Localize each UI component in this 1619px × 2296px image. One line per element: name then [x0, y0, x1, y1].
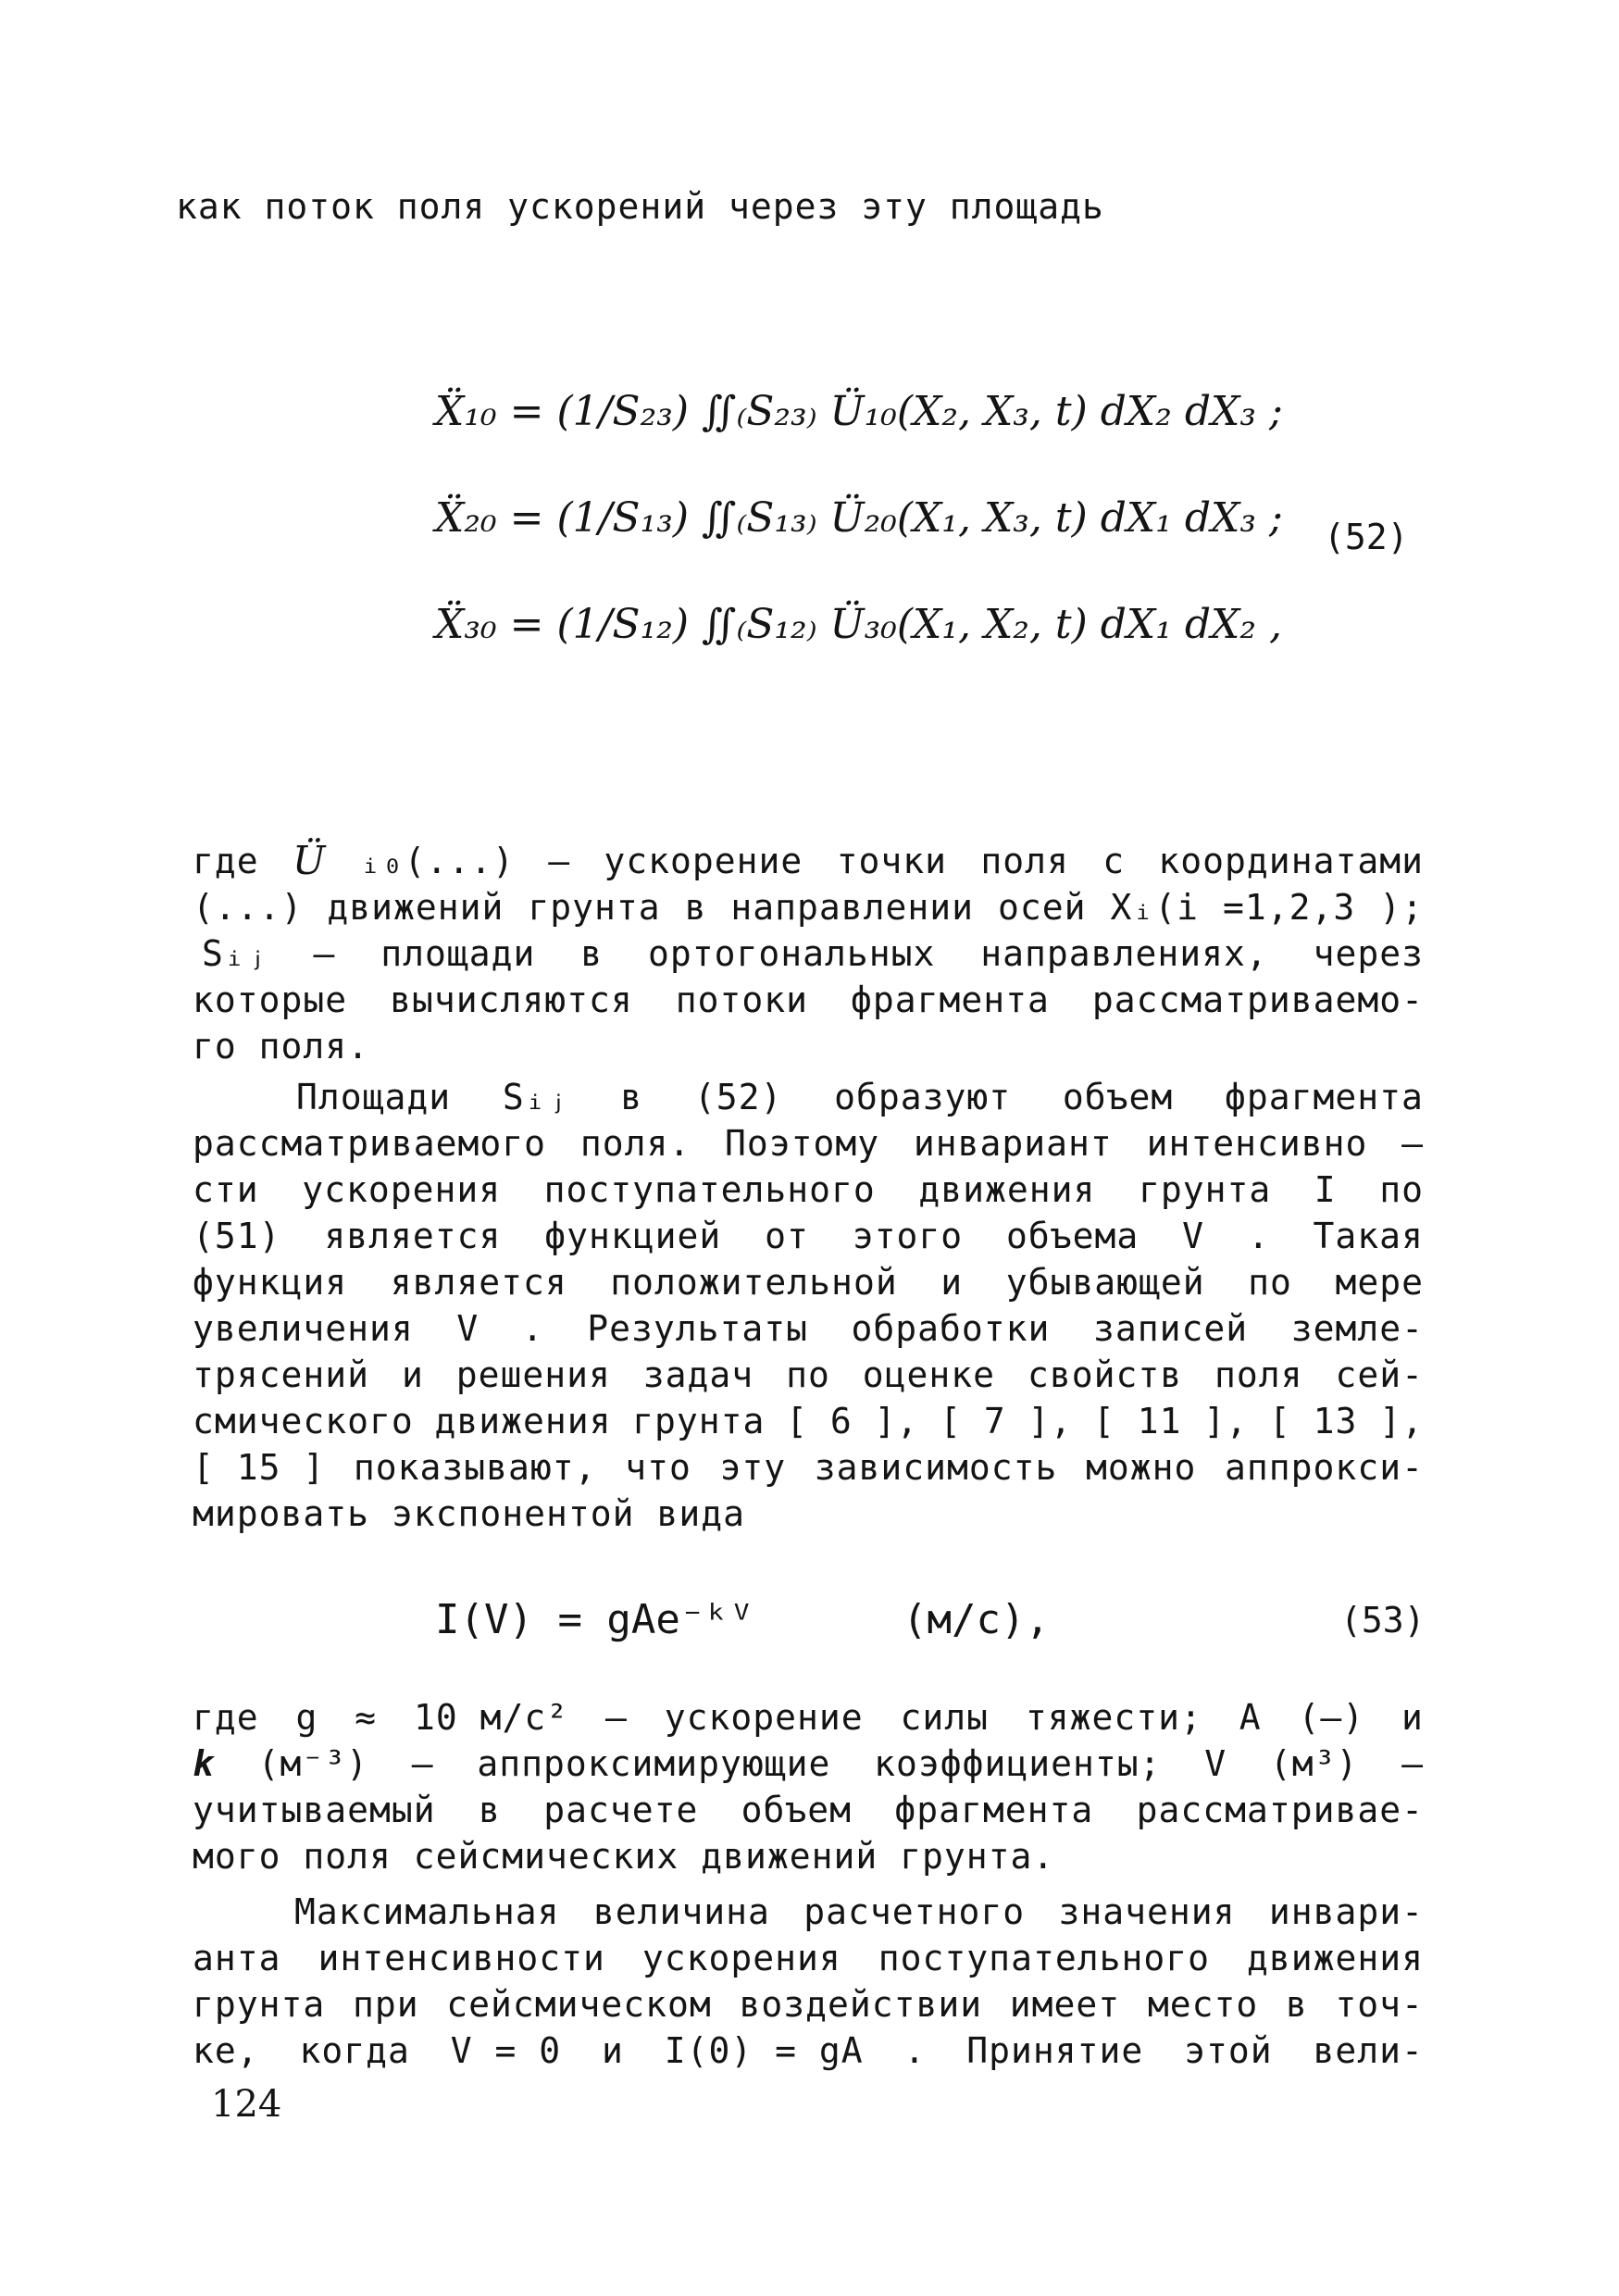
para2-line-9 — [193, 1444, 1424, 1491]
word: ускорение — [664, 1697, 864, 1738]
para4-line-3 — [193, 1981, 1424, 2028]
equation-53-tag: (53) — [1340, 1600, 1426, 1641]
word: – — [313, 933, 336, 974]
word: движения — [1246, 1938, 1424, 1978]
word: в — [478, 1790, 501, 1830]
word: ускорение — [604, 841, 803, 881]
word: через — [1313, 933, 1424, 974]
para2-line-5 — [193, 1259, 1424, 1305]
word: направлении — [730, 887, 975, 928]
word: в — [620, 1077, 643, 1117]
word: вычисляются — [390, 980, 633, 1020]
word: эту — [719, 1447, 787, 1488]
word: . — [521, 1308, 544, 1349]
word: движений — [327, 887, 504, 928]
word: – — [605, 1697, 628, 1738]
word: сей- — [1335, 1354, 1424, 1395]
word: координатами — [1158, 841, 1424, 881]
word: и — [401, 1354, 424, 1395]
word: сейсмическом — [446, 1984, 712, 2025]
word: и — [940, 1262, 964, 1303]
word: при — [352, 1984, 419, 2025]
word: значения — [1058, 1891, 1236, 1932]
word: зависимость — [814, 1447, 1058, 1488]
word: V — [1182, 1216, 1204, 1256]
word: точки — [836, 841, 948, 881]
word: аппроксимирующие — [477, 1743, 831, 1784]
word: этой — [1184, 2030, 1273, 2071]
word: – — [1401, 1743, 1424, 1784]
word: движения — [434, 1401, 612, 1441]
word: грунта — [193, 1984, 326, 2025]
word: интенсивности — [318, 1938, 605, 1978]
word: по — [1248, 1262, 1292, 1303]
word: вели- — [1313, 2030, 1424, 2071]
word: где — [193, 1697, 259, 1738]
word: – — [1401, 1123, 1424, 1164]
word: фрагмента — [1225, 1077, 1424, 1117]
word: (–) — [1298, 1697, 1365, 1738]
word: является — [390, 1262, 567, 1303]
word: расчетного — [803, 1891, 1026, 1932]
word: в — [1285, 1984, 1308, 2025]
para2-line-8 — [193, 1398, 1424, 1444]
citation: [ 6 ], — [786, 1401, 919, 1441]
para2-line-2 — [193, 1120, 1424, 1167]
word: Максимальная — [294, 1891, 560, 1932]
word: смического — [193, 1401, 414, 1441]
para1-line-5: го поля. — [193, 1026, 370, 1067]
word: Принятие — [966, 2030, 1144, 2071]
word: по — [1379, 1169, 1424, 1210]
word: функция — [193, 1262, 348, 1303]
para4-line-4 — [193, 2028, 1424, 2074]
word: расчете — [543, 1790, 699, 1830]
word: поля. — [579, 1123, 691, 1164]
word: когда — [299, 2030, 410, 2071]
word: (51) — [193, 1216, 281, 1256]
intro-line: как поток поля ускорений через эту площадь — [176, 186, 1104, 227]
word: является — [324, 1216, 502, 1256]
word: осей — [998, 887, 1087, 928]
word: Sᵢⱼ — [502, 1077, 569, 1117]
word: объем — [741, 1790, 853, 1830]
word: интенсивно — [1146, 1123, 1368, 1164]
word: I(0) = gA — [664, 2030, 864, 2071]
word: что — [625, 1447, 691, 1488]
word: ускорения — [302, 1169, 502, 1210]
word: поступательного — [878, 1938, 1210, 1978]
word: V = 0 — [450, 2030, 562, 2071]
equation-52-block — [435, 366, 1283, 699]
para2-line-10: мировать экспонентой вида — [193, 1493, 745, 1534]
word: ); — [1379, 887, 1424, 928]
word: фрагмента — [850, 980, 1050, 1020]
word: поля — [1214, 1354, 1303, 1395]
word: задач — [642, 1354, 754, 1395]
word: увеличения — [193, 1308, 414, 1349]
word: . — [903, 2030, 927, 2071]
citation: [ 13 ], — [1268, 1401, 1424, 1441]
word: I — [1314, 1169, 1337, 1210]
word: аппрокси- — [1225, 1447, 1424, 1488]
word: рассматривае- — [1136, 1790, 1424, 1830]
word: инвариант — [913, 1123, 1113, 1164]
para3-line-2 — [193, 1741, 1424, 1787]
word: k — [193, 1743, 215, 1784]
word: площади — [380, 933, 536, 974]
word: тяжести; — [1025, 1697, 1202, 1738]
word: поля — [980, 841, 1069, 881]
word: ускорения — [641, 1938, 841, 1978]
para1-line-1 — [193, 838, 1424, 884]
word: поступательного — [543, 1169, 876, 1210]
word: по — [786, 1354, 830, 1395]
word: ≈ — [355, 1697, 378, 1738]
word: от — [765, 1216, 809, 1256]
word: воздействии — [739, 1984, 983, 2025]
word: Площади — [296, 1077, 452, 1117]
word: ке, — [193, 2030, 259, 2071]
word: и — [1401, 1697, 1424, 1738]
equation-52-line-3: Ẍ₃₀ = (1/S₁₂) ∬₍S₁₂₎ Ü₃₀(X₁, X₂, t) dX₁ dX₂ , — [435, 601, 1282, 648]
word: грунта — [528, 887, 661, 928]
word: =1,2,3 — [1222, 887, 1356, 928]
equation-52-tag: (52) — [1324, 517, 1409, 557]
para3-line-4: мого поля сейсмических движений грунта. — [193, 1836, 1055, 1877]
word: функцией — [544, 1216, 722, 1256]
word: силы — [900, 1697, 990, 1738]
word: обработки — [851, 1308, 1051, 1349]
word: инвари- — [1268, 1891, 1424, 1932]
word: земле- — [1290, 1308, 1424, 1349]
word: в — [580, 933, 604, 974]
word: A — [1239, 1697, 1262, 1738]
word: ортогональных — [648, 933, 936, 974]
word: величина — [592, 1891, 770, 1932]
word: . — [1247, 1216, 1270, 1256]
word: V — [1204, 1743, 1227, 1784]
word: 10 м/с² — [414, 1697, 569, 1738]
word: положительной — [610, 1262, 898, 1303]
word: убывающей — [1005, 1262, 1205, 1303]
word: грунта — [632, 1401, 766, 1441]
word: учитываемый — [193, 1790, 436, 1830]
para2-line-3 — [193, 1167, 1424, 1213]
citation: [ 7 ], — [940, 1401, 1073, 1441]
word: (м⁻³) — [257, 1743, 368, 1784]
word: которые — [193, 980, 348, 1020]
para2-line-1 — [296, 1074, 1424, 1120]
word: анта — [193, 1938, 281, 1978]
word: рассматриваемого — [193, 1123, 547, 1164]
word: Sᵢⱼ — [202, 933, 268, 974]
word: – — [411, 1743, 434, 1784]
word: точ- — [1335, 1984, 1424, 2025]
word: Ü — [292, 838, 327, 883]
word: g — [295, 1697, 318, 1738]
word: ᵢ₀(...) — [359, 841, 515, 881]
word: движения — [918, 1169, 1096, 1210]
word: этого — [852, 1216, 964, 1256]
equation-52-line-2: Ẍ₂₀ = (1/S₁₃) ∬₍S₁₃₎ Ü₂₀(X₁, X₃, t) dX₁ dX₃ ; — [435, 494, 1283, 542]
para2-line-6 — [193, 1305, 1424, 1352]
word: где — [193, 841, 259, 881]
citation: [ 11 ], — [1093, 1401, 1249, 1441]
word: Результаты — [587, 1308, 808, 1349]
word: показывают, — [353, 1447, 597, 1488]
word: – — [548, 841, 571, 881]
word: (...) — [193, 887, 304, 928]
word: и — [602, 2030, 624, 2071]
word: место — [1147, 1984, 1259, 2025]
word: мере — [1335, 1262, 1424, 1303]
para1-line-4 — [193, 977, 1424, 1023]
word: в — [684, 887, 707, 928]
word: оценке — [862, 1354, 996, 1395]
para4-line-2 — [193, 1935, 1424, 1981]
equation-53-units: (м/с), — [903, 1596, 1050, 1643]
word: потоки — [675, 980, 809, 1020]
word: направлениях, — [980, 933, 1268, 974]
word: Поэтому — [724, 1123, 880, 1164]
para4-line-1 — [294, 1889, 1424, 1935]
para1-line-3 — [202, 930, 1424, 977]
word: Такая — [1313, 1216, 1424, 1256]
para2-line-4 — [193, 1213, 1424, 1259]
word: сти — [193, 1169, 259, 1210]
word: свойств — [1027, 1354, 1183, 1395]
para1-line-2 — [193, 884, 1424, 930]
para3-line-3 — [193, 1787, 1424, 1833]
word: решения — [455, 1354, 611, 1395]
word: имеет — [1009, 1984, 1121, 2025]
word: объем — [1062, 1077, 1174, 1117]
word: записей — [1092, 1308, 1249, 1349]
word: объема — [1005, 1216, 1140, 1256]
word: рассматриваемо- — [1091, 980, 1424, 1020]
word: можно — [1086, 1447, 1197, 1488]
word: с — [1102, 841, 1126, 881]
para2-line-7 — [193, 1352, 1424, 1398]
word: образуют — [834, 1077, 1012, 1117]
page-number: 124 — [211, 2083, 282, 2126]
word: коэффициенты; — [874, 1743, 1162, 1784]
equation-53-formula: I(V) = gAe⁻ᵏⱽ — [435, 1596, 754, 1643]
word: (52) — [693, 1077, 783, 1117]
word: (м³) — [1269, 1743, 1359, 1784]
word: трясений — [193, 1354, 370, 1395]
word: Xᵢ(i — [1110, 887, 1200, 928]
word: грунта — [1138, 1169, 1272, 1210]
para3-line-1 — [193, 1694, 1424, 1741]
word: фрагмента — [894, 1790, 1094, 1830]
citation: [ 15 ] — [193, 1447, 326, 1488]
equation-52-line-1: Ẍ₁₀ = (1/S₂₃) ∬₍S₂₃₎ Ü₁₀(X₂, X₃, t) dX₂ dX₃ ; — [435, 388, 1283, 435]
word: V — [456, 1308, 479, 1349]
